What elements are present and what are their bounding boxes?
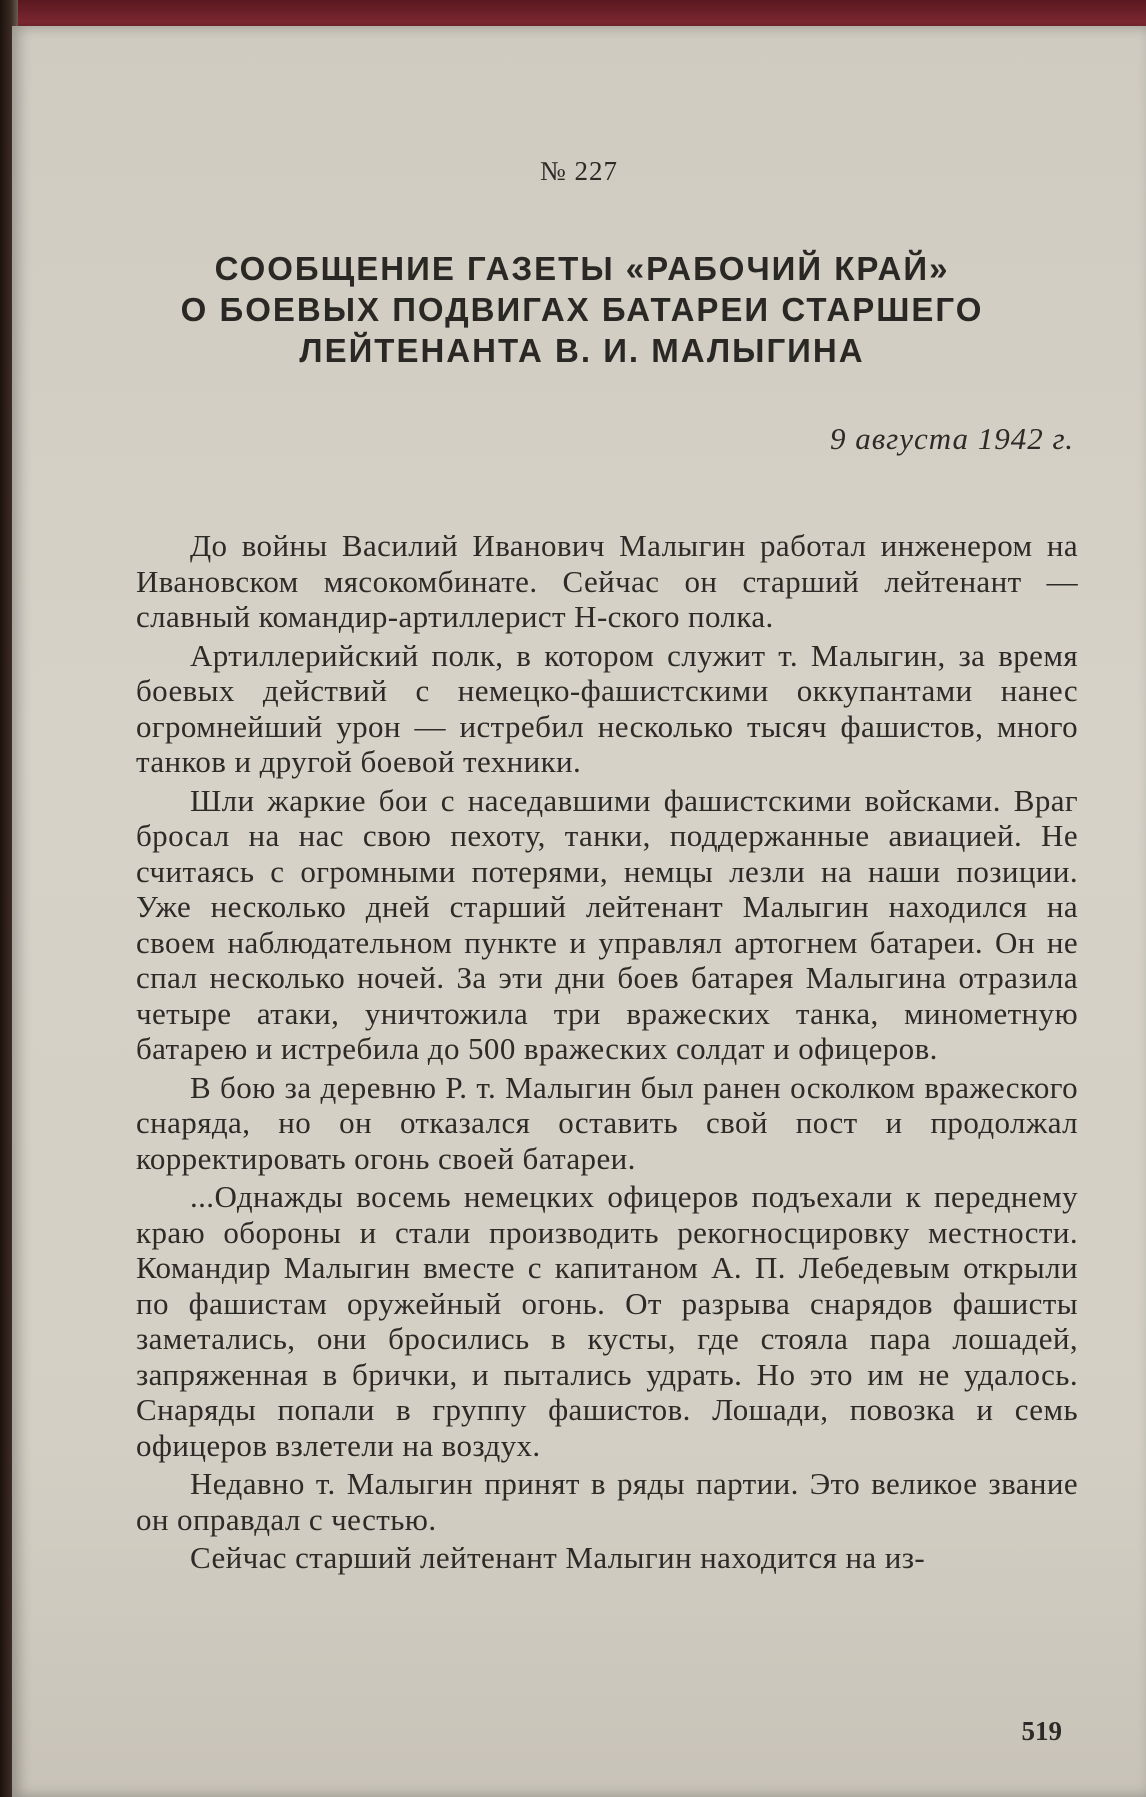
- paragraph: В бою за деревню Р. т. Малыгин был ранен осколком вражеского снаряда, но он отказался оставить свой пост и продолжал корректировать огонь своей батареи.: [136, 1069, 1078, 1176]
- book-page: [12, 26, 1146, 1797]
- title-line: СООБЩЕНИЕ ГАЗЕТЫ «РАБОЧИЙ КРАЙ»: [214, 250, 950, 287]
- paragraph: Артиллерийский полк, в котором служит т. Малыгин, за время боевых действий с немецко-фашистскими оккупантами нанес огромнейший урон — истребил несколько тысяч фашистов, много танков и другой боевой техники.: [136, 637, 1078, 779]
- document-title: [162, 248, 1002, 371]
- paragraph: ...Однажды восемь немецких офицеров подъехали к переднему краю обороны и стали производить рекогносцировку местности. Командир Малыгин вместе с капитаном А. П. Лебедевым открыли по фашистам оружейный огонь. От разрыва снарядов фашисты заметались, они бросились в кусты, где стояла пара лошадей, запряженная в брички, и пытались удрать. Но это им не удалось. Снаряды попали в группу фашистов. Лошади, повозка и семь офицеров взлетели на воздух.: [136, 1179, 1078, 1463]
- paragraph: До войны Василий Иванович Малыгин работал инженером на Ивановском мясокомбинате. Сейчас он старший лейтенант — славный командир-артиллерист Н-ского полка.: [136, 528, 1078, 634]
- page-number: 519: [1021, 1716, 1062, 1746]
- paragraph: Сейчас старший лейтенант Малыгин находится на из-: [190, 1540, 926, 1575]
- paragraph: Недавно т. Малыгин принят в ряды партии. Это великое звание он оправдал с честью.: [136, 1466, 1078, 1537]
- paragraph: Шли жаркие бои с наседавшими фашистскими войсками. Враг бросал на нас свою пехоту, танки, поддержанные авиацией. Не считаясь с огромными потерями, немцы лезли на наши позиции. Уже несколько дней старший лейтенант Малыгин находился на своем наблюдательном пункте и управлял артогнем батареи. Он не спал несколько ночей. За эти дни боев батарея Малыгина отразила четыре атаки, уничтожила три вражеских танка, минометную батарею и истребила до 500 вражеских солдат и офицеров.: [136, 782, 1078, 1066]
- title-line: О БОЕВЫХ ПОДВИГАХ БАТАРЕИ СТАРШЕГО: [180, 291, 984, 328]
- document-date: 9 августа 1942 г.: [829, 421, 1074, 456]
- article-body: [136, 528, 1078, 1579]
- document-number: № 227: [539, 156, 618, 186]
- title-line: ЛЕЙТЕНАНТА В. И. МАЛЫГИНА: [299, 332, 865, 369]
